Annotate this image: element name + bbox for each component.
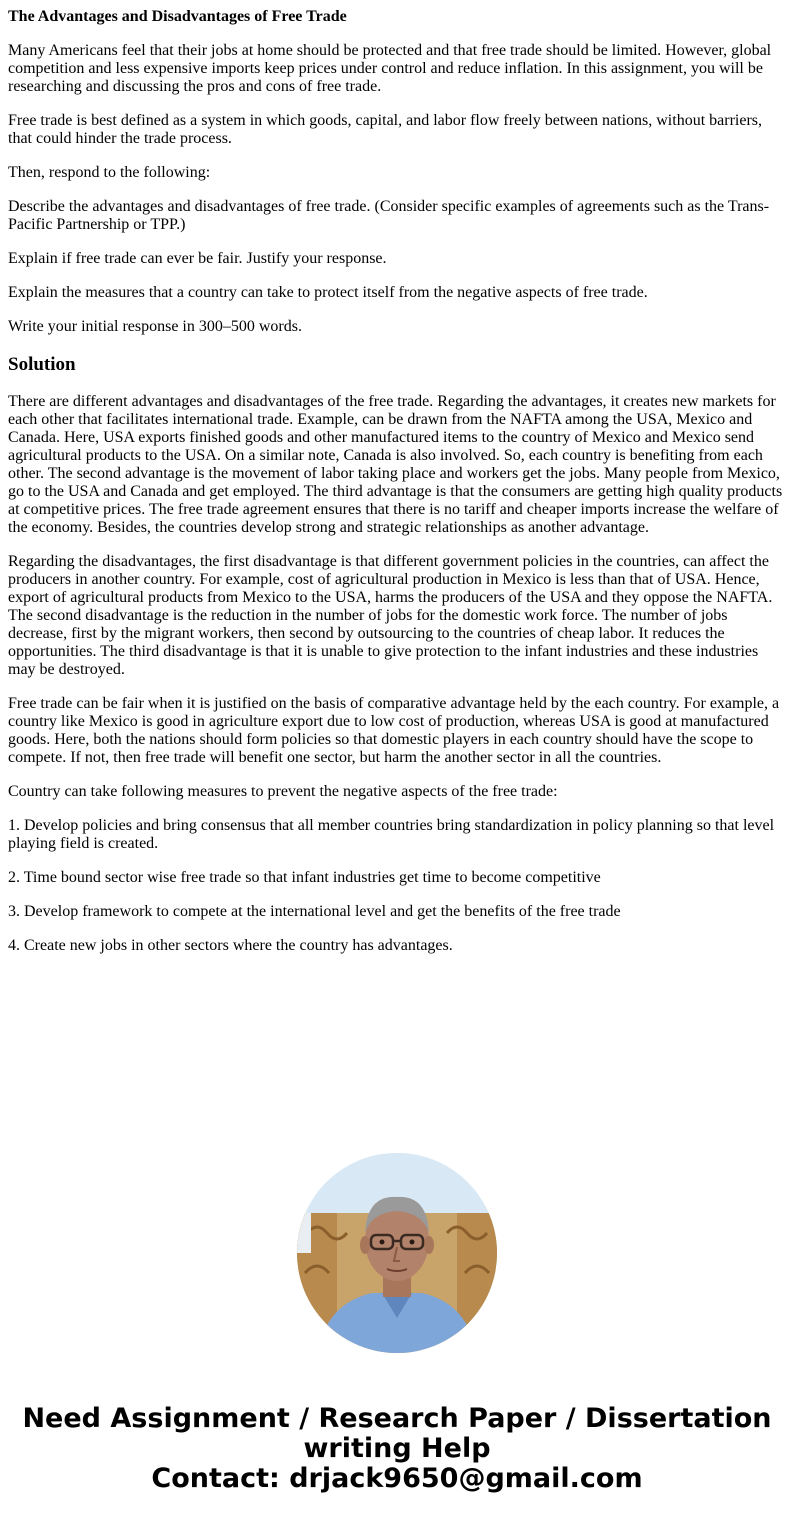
solution-list-item: 4. Create new jobs in other sectors where the country has advantages. [8, 937, 453, 954]
promo-line: writing Help [303, 1433, 491, 1464]
question-paragraph: Write your initial response in 300–500 words. [8, 318, 302, 335]
question-paragraph: Free trade is best defined as a system in which goods, capital, and labor flow freely between nations, without barriers, that could hinder the trade process. [8, 112, 762, 147]
question-paragraph: Explain the measures that a country can take to protect itself from the negative aspects of free trade. [8, 284, 648, 301]
solution-list-item: 3. Develop framework to compete at the international level and get the benefits of the free trade [8, 903, 621, 920]
question-paragraph: Many Americans feel that their jobs at home should be protected and that free trade should be limited. However, global competition and less expensive imports keep prices under control and reduce inflation. In this assignment, you will be researching and discussing the pros and cons of free trade. [8, 42, 772, 95]
question-paragraph: Explain if free trade can ever be fair. Justify your response. [8, 250, 387, 267]
solution-heading: Solution [8, 354, 76, 375]
solution-paragraph: Free trade can be fair when it is justified on the basis of comparative advantage held by the each country. For example, a country like Mexico is good in agriculture export due to low cost of production, whereas USA is good at manufactured goods. Here, both the nations should form policies so that domestic players in each country should have the scope to compete. If not, then free trade will benefit one sector, but harm the another sector in all the countries. [8, 695, 780, 766]
solution-list-item: 1. Develop policies and bring consensus that all member countries bring standardization in policy planning so that level playing field is created. [8, 817, 775, 852]
solution-paragraph: There are different advantages and disadvantages of the free trade. Regarding the advantages, it creates new markets for each other that facilitates international trade. Example, can be drawn from the NAFTA among the USA, Mexico and Canada. Here, USA exports finished goods and other manufactured items to the country of Mexico and Mexico send agricultural products to the USA. On a similar note, Canada is also involved. So, each country is benefiting from each other. The second advantage is the movement of labor taking place and workers get the jobs. Many people from Mexico, go to the USA and Canada and get employed. The third advantage is that the consumers are getting high quality products at competitive prices. The free trade agreement ensures that there is no tariff and cheaper imports increase the welfare of the economy. Besides, the countries develop strong and strategic relationships as another advantage. [8, 393, 783, 536]
question-paragraph: Describe the advantages and disadvantages of free trade. (Consider specific examples of agreements such as the Trans-Pacific Partnership or TPP.) [8, 198, 770, 233]
promo-line: Need Assignment / Research Paper / Dissertation [22, 1403, 772, 1434]
tutor-avatar [297, 1153, 497, 1353]
solution-paragraph: Regarding the disadvantages, the first disadvantage is that different government policies in the countries, can affect the producers in another country. For example, cost of agricultural production in Mexico is less than that of USA. Hence, export of agricultural products from Mexico to the USA, harms the producers of the USA and they oppose the NAFTA. The second disadvantage is the reduction in the number of jobs for the domestic work force. The number of jobs decrease, first by the migrant workers, then second by outsourcing to the countries of cheap labor. It reduces the opportunities. The third disadvantage is that it is unable to give protection to the infant industries and these industries may be destroyed. [8, 553, 773, 678]
solution-list-item: 2. Time bound sector wise free trade so that infant industries get time to become competitive [8, 869, 601, 886]
question-title: The Advantages and Disadvantages of Free Trade [8, 8, 347, 25]
promo-contact: Contact: drjack9650@gmail.com [151, 1463, 643, 1494]
document-body [8, 8, 786, 971]
question-paragraph: Then, respond to the following: [8, 164, 211, 181]
promo-banner [0, 1404, 794, 1494]
solution-paragraph: Country can take following measures to prevent the negative aspects of the free trade: [8, 783, 558, 800]
tutor-portrait-image [297, 1153, 497, 1353]
